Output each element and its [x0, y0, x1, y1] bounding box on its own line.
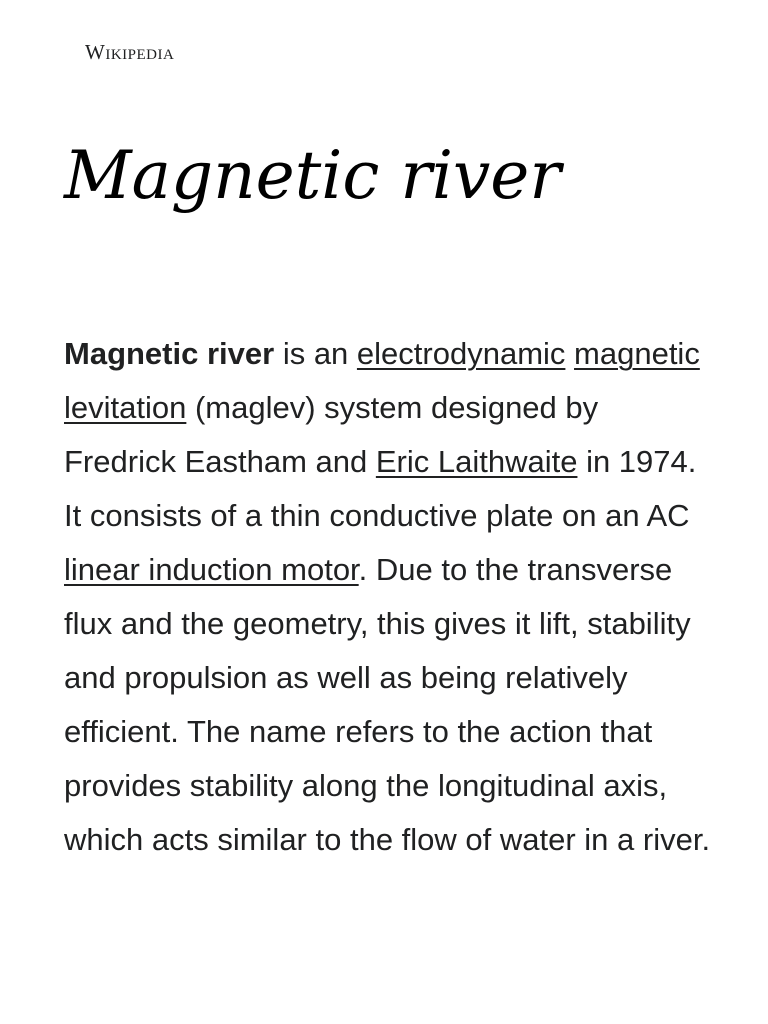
- article-text: . Due to the transverse flux and the geometry, this gives it lift, stability and propulsion as well as being relatively efficient. The name refers to the action that provides stability along the longitudinal axis, which acts similar to the flow of water in a river.: [64, 552, 711, 857]
- article-text: in 1974. It consists of a thin conductive plate on an AC: [64, 444, 697, 533]
- article-text: [565, 336, 574, 371]
- wikipedia-wordmark[interactable]: [85, 38, 174, 66]
- link-magnetic-levitation[interactable]: magnetic levitation: [64, 336, 700, 425]
- article-text: is an: [274, 336, 357, 371]
- page-title: Magnetic river: [64, 137, 561, 214]
- article-paragraph: [64, 327, 712, 867]
- article-subject: Magnetic river: [64, 336, 275, 371]
- link-eric-laithwaite[interactable]: Eric Laithwaite: [375, 444, 578, 479]
- link-electrodynamic[interactable]: electrodynamic: [356, 336, 566, 371]
- wikipedia-wordmark-text: Wikipedia: [85, 40, 175, 64]
- link-linear-induction-motor[interactable]: linear induction motor: [64, 552, 359, 587]
- article-text: (maglev) system designed by Fredrick Eastham and: [64, 390, 599, 479]
